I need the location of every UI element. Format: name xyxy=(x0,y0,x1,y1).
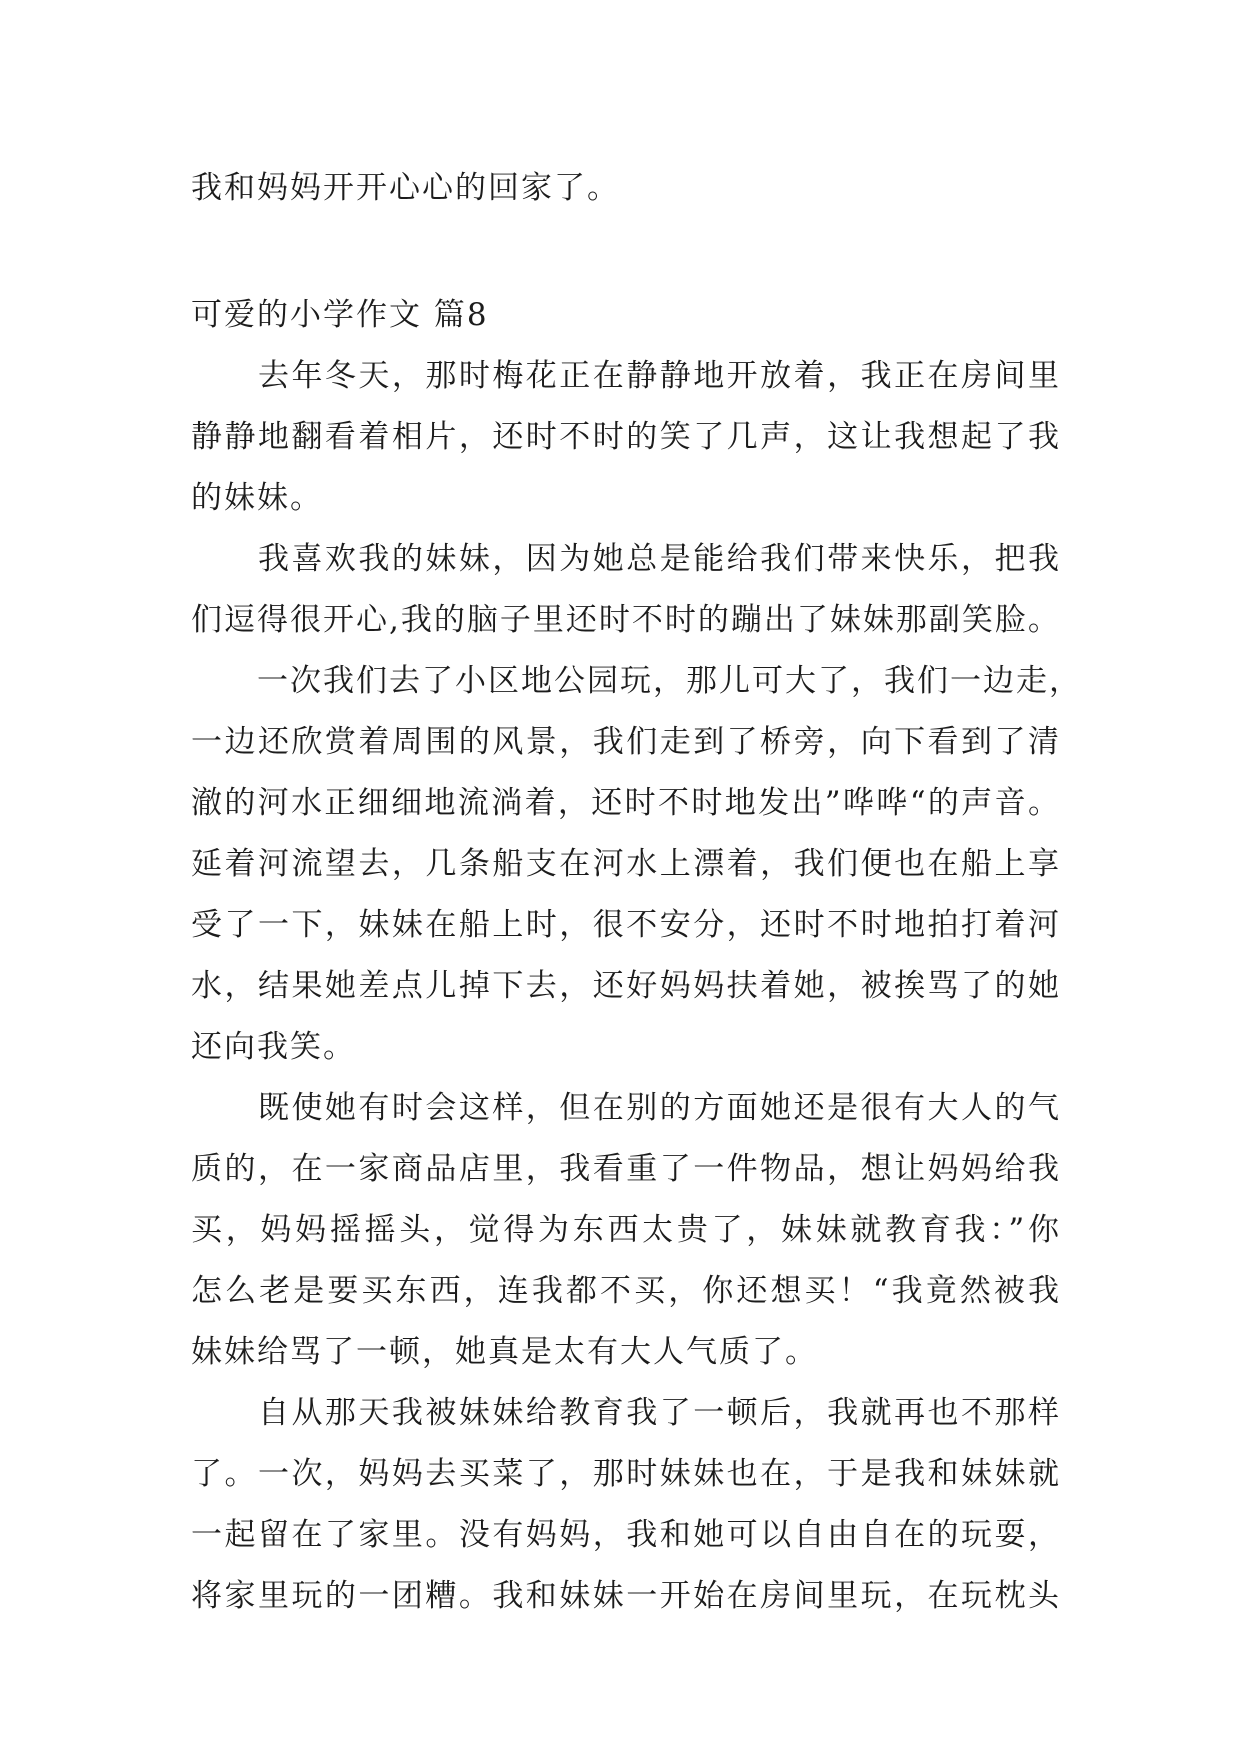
paragraph-line: 自从那天我被妹妹给教育我了一顿后，我就再也不那样 xyxy=(191,1395,1061,1431)
paragraph-line: 一起留在了家里。没有妈妈，我和她可以自由自在的玩耍， xyxy=(191,1517,1061,1553)
paragraph-line: 水，结果她差点儿掉下去，还好妈妈扶着她，被挨骂了的她 xyxy=(191,968,1061,1004)
paragraph-line: 去年冬天，那时梅花正在静静地开放着，我正在房间里 xyxy=(191,358,1061,394)
document-body xyxy=(191,158,1082,1627)
paragraph-line: 还向我笑。 xyxy=(191,1029,356,1065)
paragraph-line: 怎么老是要买东西，连我都不买，你还想买！“我竟然被我 xyxy=(191,1273,1061,1309)
paragraph-line: 延着河流望去，几条船支在河水上漂着，我们便也在船上享 xyxy=(191,846,1061,882)
paragraph-line: 既使她有时会这样，但在别的方面她还是很有大人的气 xyxy=(191,1090,1061,1126)
intro-line: 我和妈妈开开心心的回家了。 xyxy=(191,170,620,206)
paragraph-line: 将家里玩的一团糟。我和妹妹一开始在房间里玩，在玩枕头 xyxy=(191,1578,1061,1614)
paragraph-line: 的妹妹。 xyxy=(191,480,323,516)
paragraph-line: 一边还欣赏着周围的风景，我们走到了桥旁，向下看到了清 xyxy=(191,724,1061,760)
paragraph-line: 受了一下，妹妹在船上时，很不安分，还时不时地拍打着河 xyxy=(191,907,1061,943)
paragraph-line: 我喜欢我的妹妹，因为她总是能给我们带来快乐，把我 xyxy=(191,541,1061,577)
paragraph-5 xyxy=(191,1383,1061,1627)
paragraph-line: 们逗得很开心,我的脑子里还时不时的蹦出了妹妹那副笑脸。 xyxy=(191,602,1061,638)
paragraph-line: 买，妈妈摇摇头，觉得为东西太贵了，妹妹就教育我：”你 xyxy=(191,1212,1061,1248)
paragraph-1 xyxy=(191,346,1061,529)
paragraph-line: 静静地翻看着相片，还时不时的笑了几声，这让我想起了我 xyxy=(191,419,1061,455)
section-gap xyxy=(191,219,1061,285)
paragraph-4 xyxy=(191,1078,1061,1383)
paragraph-2 xyxy=(191,529,1061,651)
paragraph-line: 了。一次，妈妈去买菜了，那时妹妹也在，于是我和妹妹就 xyxy=(191,1456,1061,1492)
paragraph-line: 质的，在一家商品店里，我看重了一件物品，想让妈妈给我 xyxy=(191,1151,1061,1187)
paragraph-3 xyxy=(191,651,1082,1078)
paragraph-line: 一次我们去了小区地公园玩，那儿可大了，我们一边走， xyxy=(191,663,1082,699)
paragraph-line: 妹妹给骂了一顿，她真是太有大人气质了。 xyxy=(191,1334,818,1370)
section-heading: 可爱的小学作文 篇8 xyxy=(191,297,489,333)
paragraph-line: 澈的河水正细细地流淌着，还时不时地发出”哗哗“的声音。 xyxy=(191,785,1061,821)
